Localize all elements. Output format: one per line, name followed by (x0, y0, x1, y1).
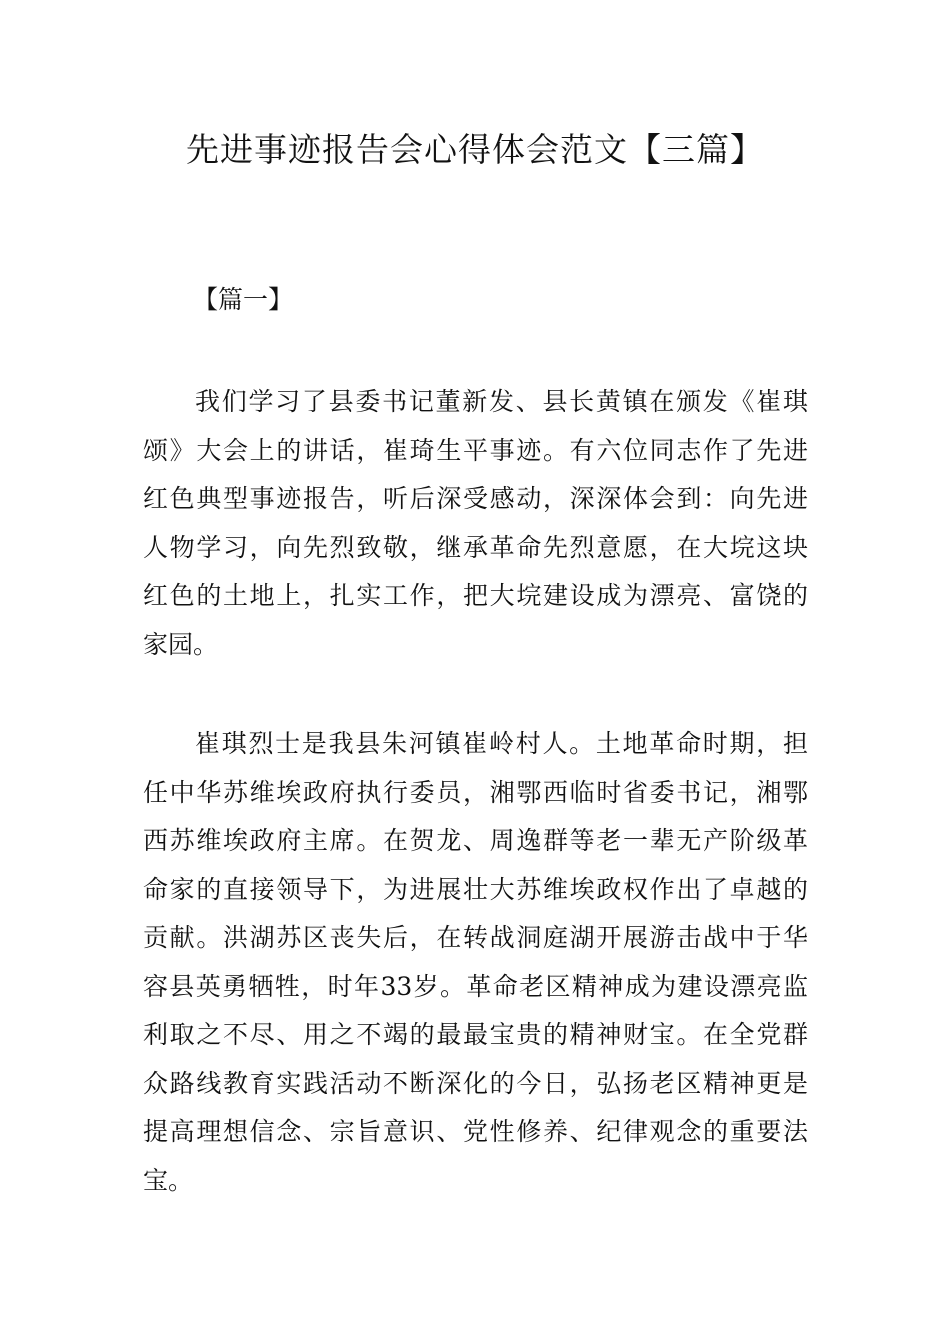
paragraph-line: 西苏维埃政府主席。在贺龙、周逸群等老一辈无产阶级革 (143, 826, 808, 855)
paragraph-1 (143, 378, 808, 669)
paragraph-line: 我们学习了县委书记董新发、县长黄镇在颁发《崔琪 (195, 387, 808, 416)
paragraph-line: 颂》大会上的讲话，崔琦生平事迹。有六位同志作了先进 (143, 435, 808, 465)
paragraph-line: 命家的直接领导下，为进展壮大苏维埃政权作出了卓越的 (143, 874, 808, 904)
paragraph-line: 提高理想信念、宗旨意识、党性修养、纪律观念的重要法 (143, 1117, 808, 1146)
paragraph-line: 家园。 (143, 629, 219, 659)
paragraph-line: 崔琪烈士是我县朱河镇崔岭村人。土地革命时期，担 (195, 729, 808, 758)
paragraph-line: 贡献。洪湖苏区丧失后，在转战洞庭湖开展游击战中于华 (143, 923, 808, 952)
paragraph-line: 众路线教育实践活动不断深化的今日，弘扬老区精神更是 (143, 1068, 808, 1098)
paragraph-line: 红色典型事迹报告，听后深受感动，深深体会到：向先进 (143, 484, 808, 513)
paragraph-line: 利取之不尽、用之不竭的最最宝贵的精神财宝。在全党群 (143, 1020, 808, 1049)
paragraph-line: 任中华苏维埃政府执行委员，湘鄂西临时省委书记，湘鄂 (143, 777, 808, 807)
paragraph-line: 宝。 (143, 1165, 194, 1195)
document-title: 先进事迹报告会心得体会范文【三篇】 (186, 130, 764, 169)
paragraph-line: 容县英勇牺牲，时年33岁。革命老区精神成为建设漂亮监 (143, 971, 808, 1001)
paragraph-2 (143, 720, 808, 1205)
paragraph-line: 红色的土地上，扎实工作，把大垸建设成为漂亮、富饶的 (143, 581, 808, 610)
paragraph-line: 人物学习，向先烈致敬，继承革命先烈意愿，在大垸这块 (143, 532, 808, 562)
section-heading: 【篇一】 (193, 285, 294, 314)
